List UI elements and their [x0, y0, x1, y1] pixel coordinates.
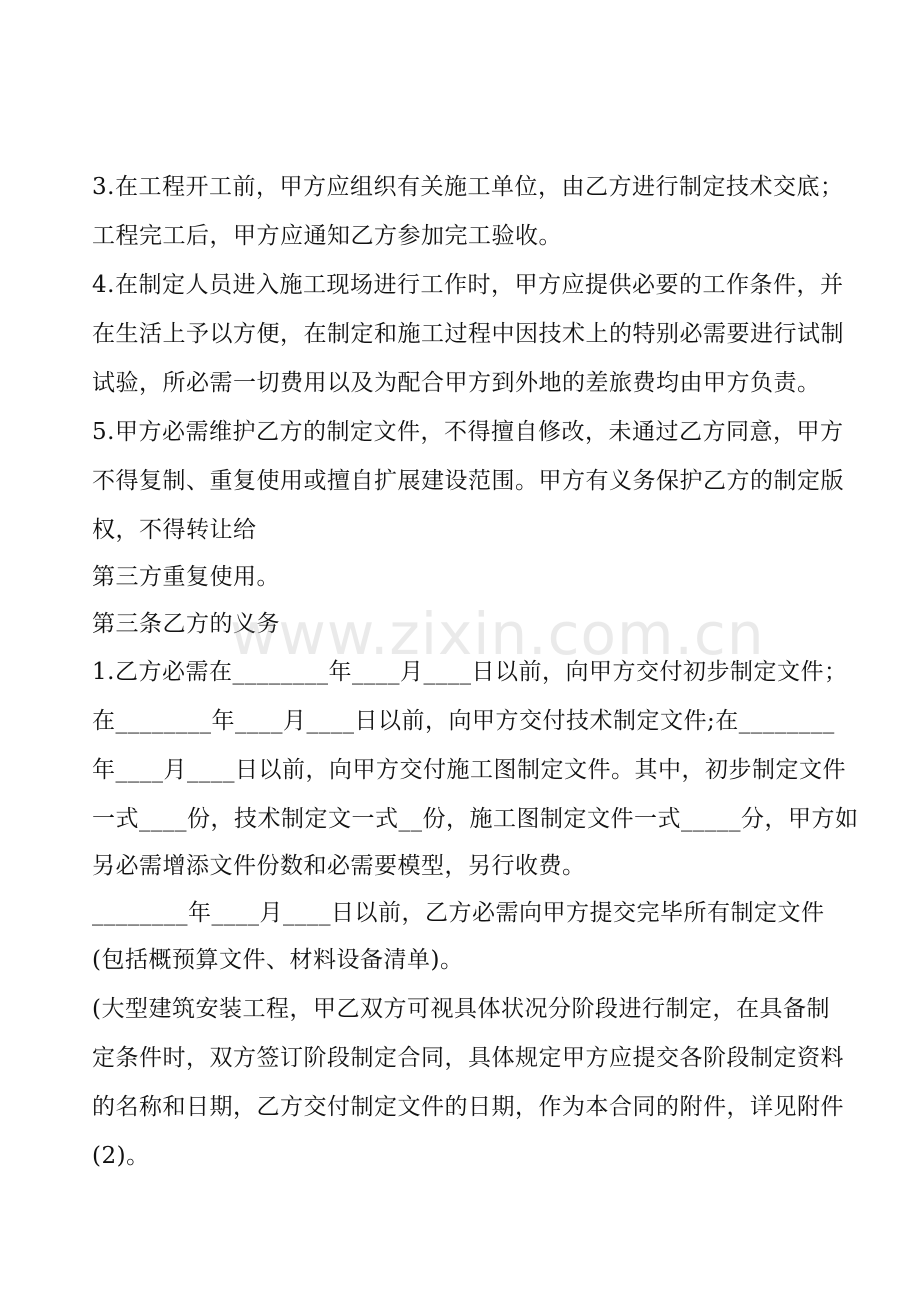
text-line: 3.在工程开工前，甲方应组织有关施工单位，由乙方进行制定技术交底；	[92, 174, 844, 200]
text-line: 定条件时，双方签订阶段制定合同，具体规定甲方应提交各阶段制定资料	[92, 1045, 844, 1071]
text-line: 1.乙方必需在________年____月____日以前，向甲方交付初步制定文件；	[92, 659, 848, 685]
text-line: 5.甲方必需维护乙方的制定文件，不得擅自修改，未通过乙方同意，甲方	[92, 419, 844, 445]
text-line: (2)。	[92, 1143, 150, 1169]
text-line: 在________年____月____日以前，向甲方交付技术制定文件;在________	[92, 708, 835, 734]
text-line: (大型建筑安装工程，甲乙双方可视具体状况分阶段进行制定，在具备制	[92, 996, 830, 1022]
text-line: ________年____月____日以前，乙方必需向甲方提交完毕所有制定文件	[92, 900, 825, 926]
text-line: (包括概预算文件、材料设备清单)。	[92, 947, 464, 973]
text-line: 在生活上予以方便，在制定和施工过程中因技术上的特别必需要进行试制	[92, 321, 844, 347]
watermark: www.zixin.com.cn	[230, 600, 765, 668]
text-line: 不得复制、重复使用或擅自扩展建设范围。甲方有义务保护乙方的制定版	[92, 468, 844, 494]
text-line: 另必需增添文件份数和必需要模型，另行收费。	[92, 853, 586, 879]
text-line: 一式____份，技术制定文一式__份，施工图制定文件一式_____分，甲方如	[92, 806, 859, 832]
text-line: 年____月____日以前，向甲方交付施工图制定文件。其中，初步制定文件	[92, 757, 846, 783]
text-line: 权，不得转让给	[92, 517, 257, 543]
text-line: 试验，所必需一切费用以及为配合甲方到外地的差旅费均由甲方负责。	[92, 370, 821, 396]
text-line: 的名称和日期，乙方交付制定文件的日期，作为本合同的附件，详见附件	[92, 1094, 844, 1120]
section-heading: 第三条乙方的义务	[92, 611, 280, 637]
text-line: 第三方重复使用。	[92, 564, 280, 590]
text-line: 工程完工后，甲方应通知乙方参加完工验收。	[92, 223, 562, 249]
text-line: 4.在制定人员进入施工现场进行工作时，甲方应提供必要的工作条件，并	[92, 272, 844, 298]
